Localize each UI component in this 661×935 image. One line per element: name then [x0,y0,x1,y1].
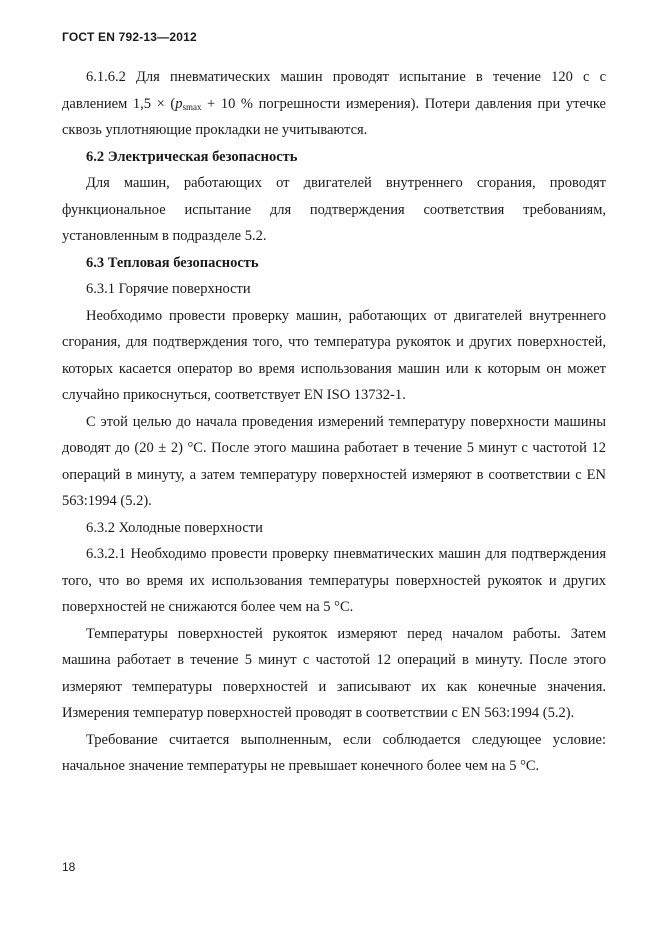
paragraph-requirement: Требование считается выполненным, если соблюдается следующее условие: начальное значение температуры не превышает конечного более чем на 5 °С. [62,731,606,774]
pressure-subscript-max: max [185,101,202,112]
paragraph-hot-surfaces: Необходимо провести проверку машин, работающих от двигателей внутреннего сгорания, для подтверждения того, что температура рукояток и других поверхностей, которых касается оператор во время использования машин или к которым он может случайно прикоснуться, соответствует EN ISO 13732-1. [62,307,606,403]
subheading-6-3-1: 6.3.1 Горячие поверхности [86,281,251,297]
paragraph-cold-surfaces-procedure: Температуры поверхностей рукояток измеряют перед началом работы. Затем машина работает в течение 5 минут с частотой 12 операций в минуту. После этого измеряют температуры поверхностей и записывают их как конечные значения. Измерения температур поверхностей проводят в соответствии с EN 563:1994 (5.2). [62,625,606,721]
pressure-subscript-s: s [182,101,186,112]
document-header: ГОСТ EN 792-13—2012 [62,30,197,44]
subheading-6-3-2: 6.3.2 Холодные поверхности [86,519,263,536]
page-body [62,64,606,780]
paragraph-hot-surfaces-procedure: С этой целью до начала проведения измерений температуру поверхности машины доводят до (20 ± 2) °С. После этого машина работает в течение 5 минут с частотой 12 операций в минуту, а затем температуру поверхностей измеряют в соответствии с EN 563:1994 (5.2). [62,413,606,509]
page-number: 18 [62,860,76,874]
paragraph-electrical-safety: Для машин, работающих от двигателей внутреннего сгорания, проводят функциональное испытание для подтверждения соответствия требованиям, установленным в подразделе 5.2. [62,175,606,244]
heading-6-3: 6.3 Тепловая безопасность [86,254,259,271]
pressure-symbol: p [175,95,183,112]
heading-6-2: 6.2 Электрическая безопасность [86,148,298,165]
paragraph-6-3-2-1: 6.3.2.1 Необходимо провести проверку пневматических машин для подтверждения того, что во время их использования температуры поверхностей рукояток и других поверхностей не снижаются более чем на 5 °С. [62,546,606,615]
paragraph-6-1-6-2: 6.1.6.2 Для пневматических машин проводят испытание в течение 120 с с давлением $1,5 \times (p_{smax} + 10$ % погрешности измерения). Потери давления при утечке сквозь уплотняющие прокладки не учитываются. [62,69,606,138]
